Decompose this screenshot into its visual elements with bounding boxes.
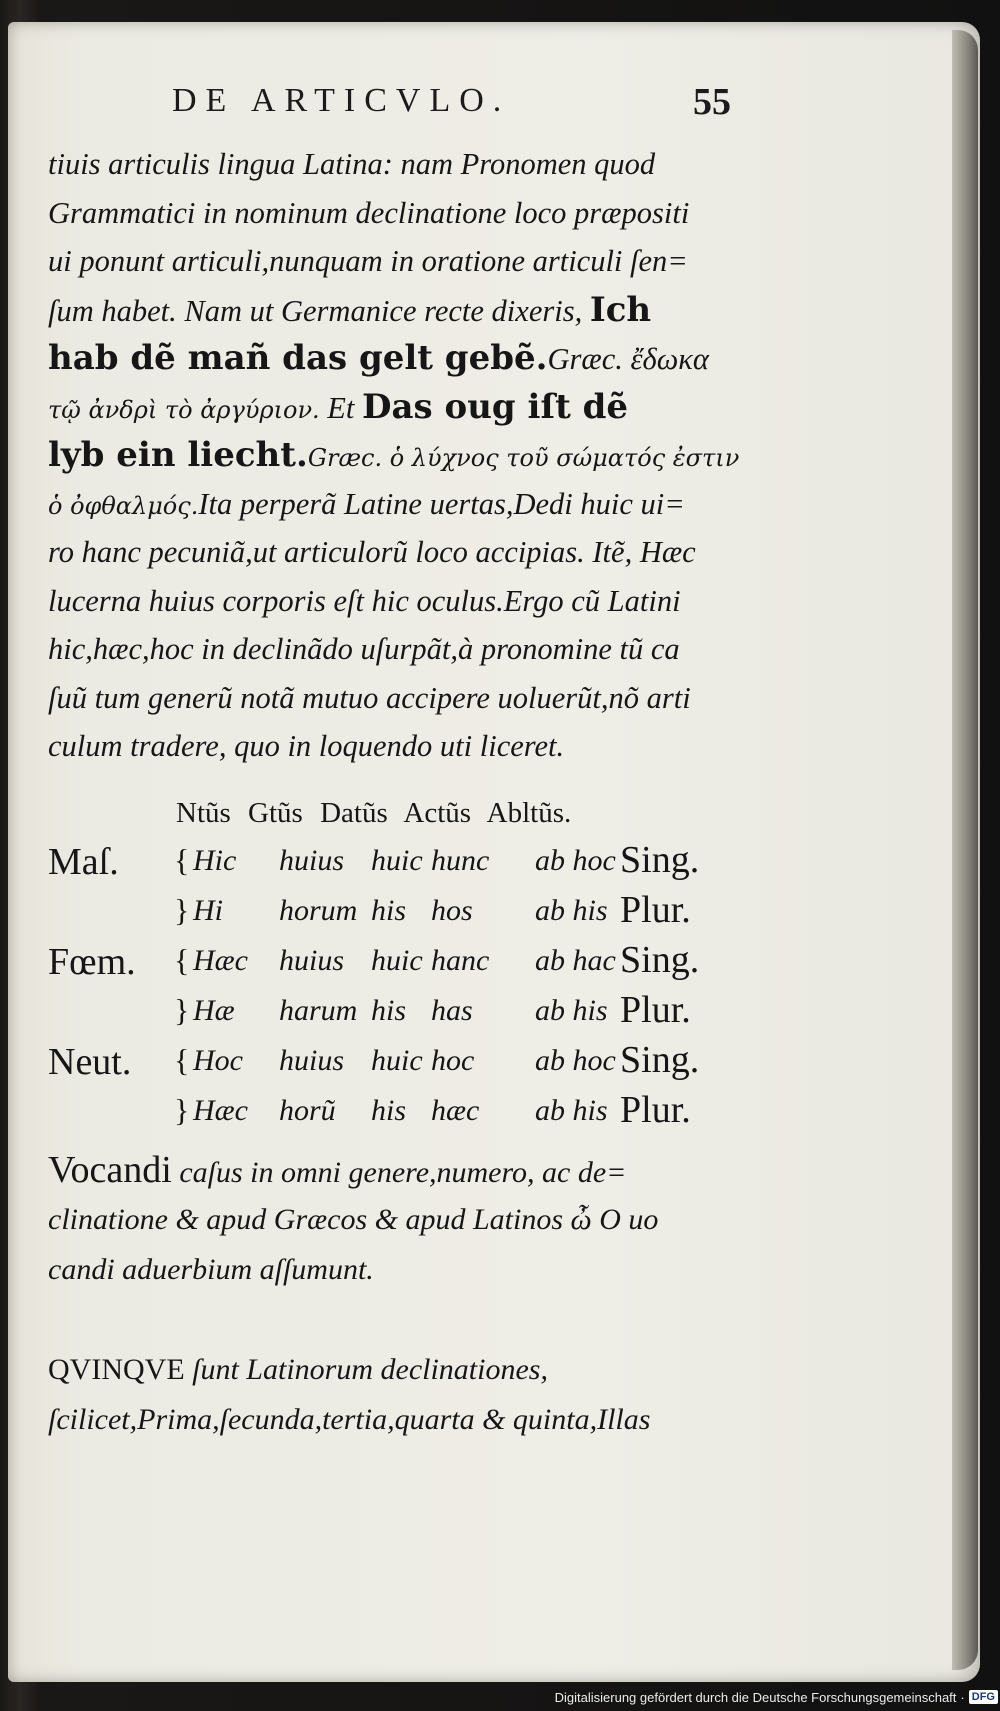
blackletter-text: lyb ein liecht. [48,435,308,475]
line-text: Grammatici in nominum declinatione loco præpositi [48,195,690,230]
number-label: Plur. [620,1089,691,1131]
footer-separator: · [960,1689,965,1705]
closing-paragraph [48,1145,748,1445]
case-form: huius [279,944,345,977]
number-label: Sing. [620,939,700,981]
line-text: ſcilicet,Prima,ſecunda,tertia,quarta & quinta,Illas [48,1403,651,1436]
line-text: QVINQVE [48,1353,185,1386]
text-line [48,1345,748,1395]
greek-text: ὁ ὀφθαλμός. [48,491,199,520]
line-text: ſum habet. Nam ut Germanice recte dixeris, [48,293,590,328]
body-paragraph [48,140,748,771]
line-text: ui ponunt articuli,nunquam in oratione articuli ſen= [48,244,688,278]
number-label: Plur. [620,889,691,931]
line-text: Vocandi [48,1149,172,1191]
case-form: ab hac [535,944,616,977]
line-text: Ita perperã Latine uertas,Dedi huic ui= [198,486,685,521]
case-form: ab his [535,994,608,1027]
case-form: hæc [431,1094,480,1127]
case-form: huic [371,844,423,877]
text-line [48,1295,748,1345]
text-line [48,286,748,335]
brace-glyph: { [174,942,190,978]
case-form: ab hoc [535,844,616,877]
dfg-logo-icon: DFG [969,1690,998,1704]
brace-glyph: } [174,992,190,1028]
case-forms [193,894,625,928]
number-label: Plur. [620,989,691,1031]
footer-credit [555,1686,998,1708]
gender-label: Fœm. [48,941,136,983]
case-form: harum [279,994,358,1027]
line-text: Et [327,390,363,425]
declension-case-header: Ntũs Gtũs Datũs Actũs Abltũs. [176,797,572,829]
case-forms [193,844,625,878]
case-form: huic [371,944,423,977]
footer-credit-text: Digitalisierung gefördert durch die Deutsche Forschungsgemeinschaft [554,1689,957,1705]
line-text: clinatione & apud Græcos & apud Latinos ὦ O uo [48,1203,659,1236]
case-form: hos [431,894,473,927]
text-line [48,625,748,674]
gender-label: Maſ. [48,841,119,883]
case-form: horũ [279,1094,336,1127]
case-form: horum [279,894,358,927]
case-form: has [431,994,473,1027]
case-form: his [371,894,407,927]
text-line [48,480,748,529]
line-text: Græc. ἔδωκα [547,342,709,376]
case-form: ab hoc [535,1044,616,1077]
text-line [48,140,748,189]
line-text: ſunt Latinorum declinationes, [184,1353,548,1386]
text-line [48,189,748,238]
line-text: caſus in omni genere,numero, ac de= [171,1156,627,1189]
case-form: Hi [193,894,223,927]
case-forms [193,994,625,1028]
text-line [48,577,748,626]
declension-row [48,940,768,990]
text-line [48,1245,748,1295]
case-form: hanc [431,944,490,977]
case-form: huius [279,1044,345,1077]
text-line [48,528,748,577]
case-form: huic [371,1044,423,1077]
greek-text: Græc. ὁ λύχνος τοῦ σώματός ἐστιν [307,444,740,472]
case-form: Hoc [193,1044,243,1077]
text-line [48,334,748,383]
declension-row [48,990,768,1040]
page-number: 55 [693,81,731,123]
running-head: DE ARTICVLO. [172,82,511,119]
case-form: Hæ [193,994,235,1027]
line-text: hic,hæc,hoc in declinãdo uſurpãt,à pronomine tũ ca [48,632,680,666]
line-text: candi aduerbium aſſumunt. [48,1253,374,1286]
text-line [48,1145,748,1195]
case-form: his [371,994,407,1027]
number-label: Sing. [620,1039,700,1081]
blackletter-text: Das oug iſt dẽ [362,386,629,427]
case-forms [193,1094,625,1128]
text-line [48,674,748,723]
declension-row [48,840,768,890]
case-forms [193,1044,625,1078]
gender-label: Neut. [48,1041,132,1083]
text-line [48,1195,748,1245]
text-line [48,431,748,480]
case-form: his [371,1094,407,1127]
declension-row [48,1090,768,1140]
case-form: hoc [431,1044,475,1077]
blackletter-text: hab dẽ mañ das gelt gebẽ. [48,338,548,378]
blackletter-text: Ich [589,289,652,330]
text-line [48,722,748,771]
line-text: tiuis articulis lingua Latina: nam Pronomen quod [48,147,656,181]
brace-glyph: } [174,1092,190,1128]
greek-text: τῷ ἀνδρὶ τὸ ἀργύριον. [48,395,328,424]
case-forms [193,944,625,978]
declension-row [48,890,768,940]
case-form: Hæc [193,1094,248,1127]
case-form: hunc [431,844,490,877]
case-form: huius [279,844,345,877]
line-text: culum tradere, quo in loquendo uti liceret. [48,729,565,763]
case-form: Hic [193,844,237,877]
line-text: ſuũ tum generũ notã mutuo accipere uoluerũt,nõ arti [48,680,691,715]
case-form: ab his [535,894,608,927]
case-form: ab his [535,1094,608,1127]
line-text: ro hanc pecuniã,ut articulorũ loco accipias. Itẽ, Hæc [48,535,696,569]
text-line [48,383,748,432]
number-label: Sing. [620,839,700,881]
declension-row [48,1040,768,1090]
page-edge [952,30,978,1670]
line-text: lucerna huius corporis eſt hic oculus.Ergo cũ Latini [48,583,681,618]
brace-glyph: } [174,892,190,928]
case-form: Hæc [193,944,248,977]
text-line [48,1395,748,1445]
brace-glyph: { [174,1042,190,1078]
brace-glyph: { [174,842,190,878]
text-line [48,237,748,286]
declension-table [48,840,768,1140]
